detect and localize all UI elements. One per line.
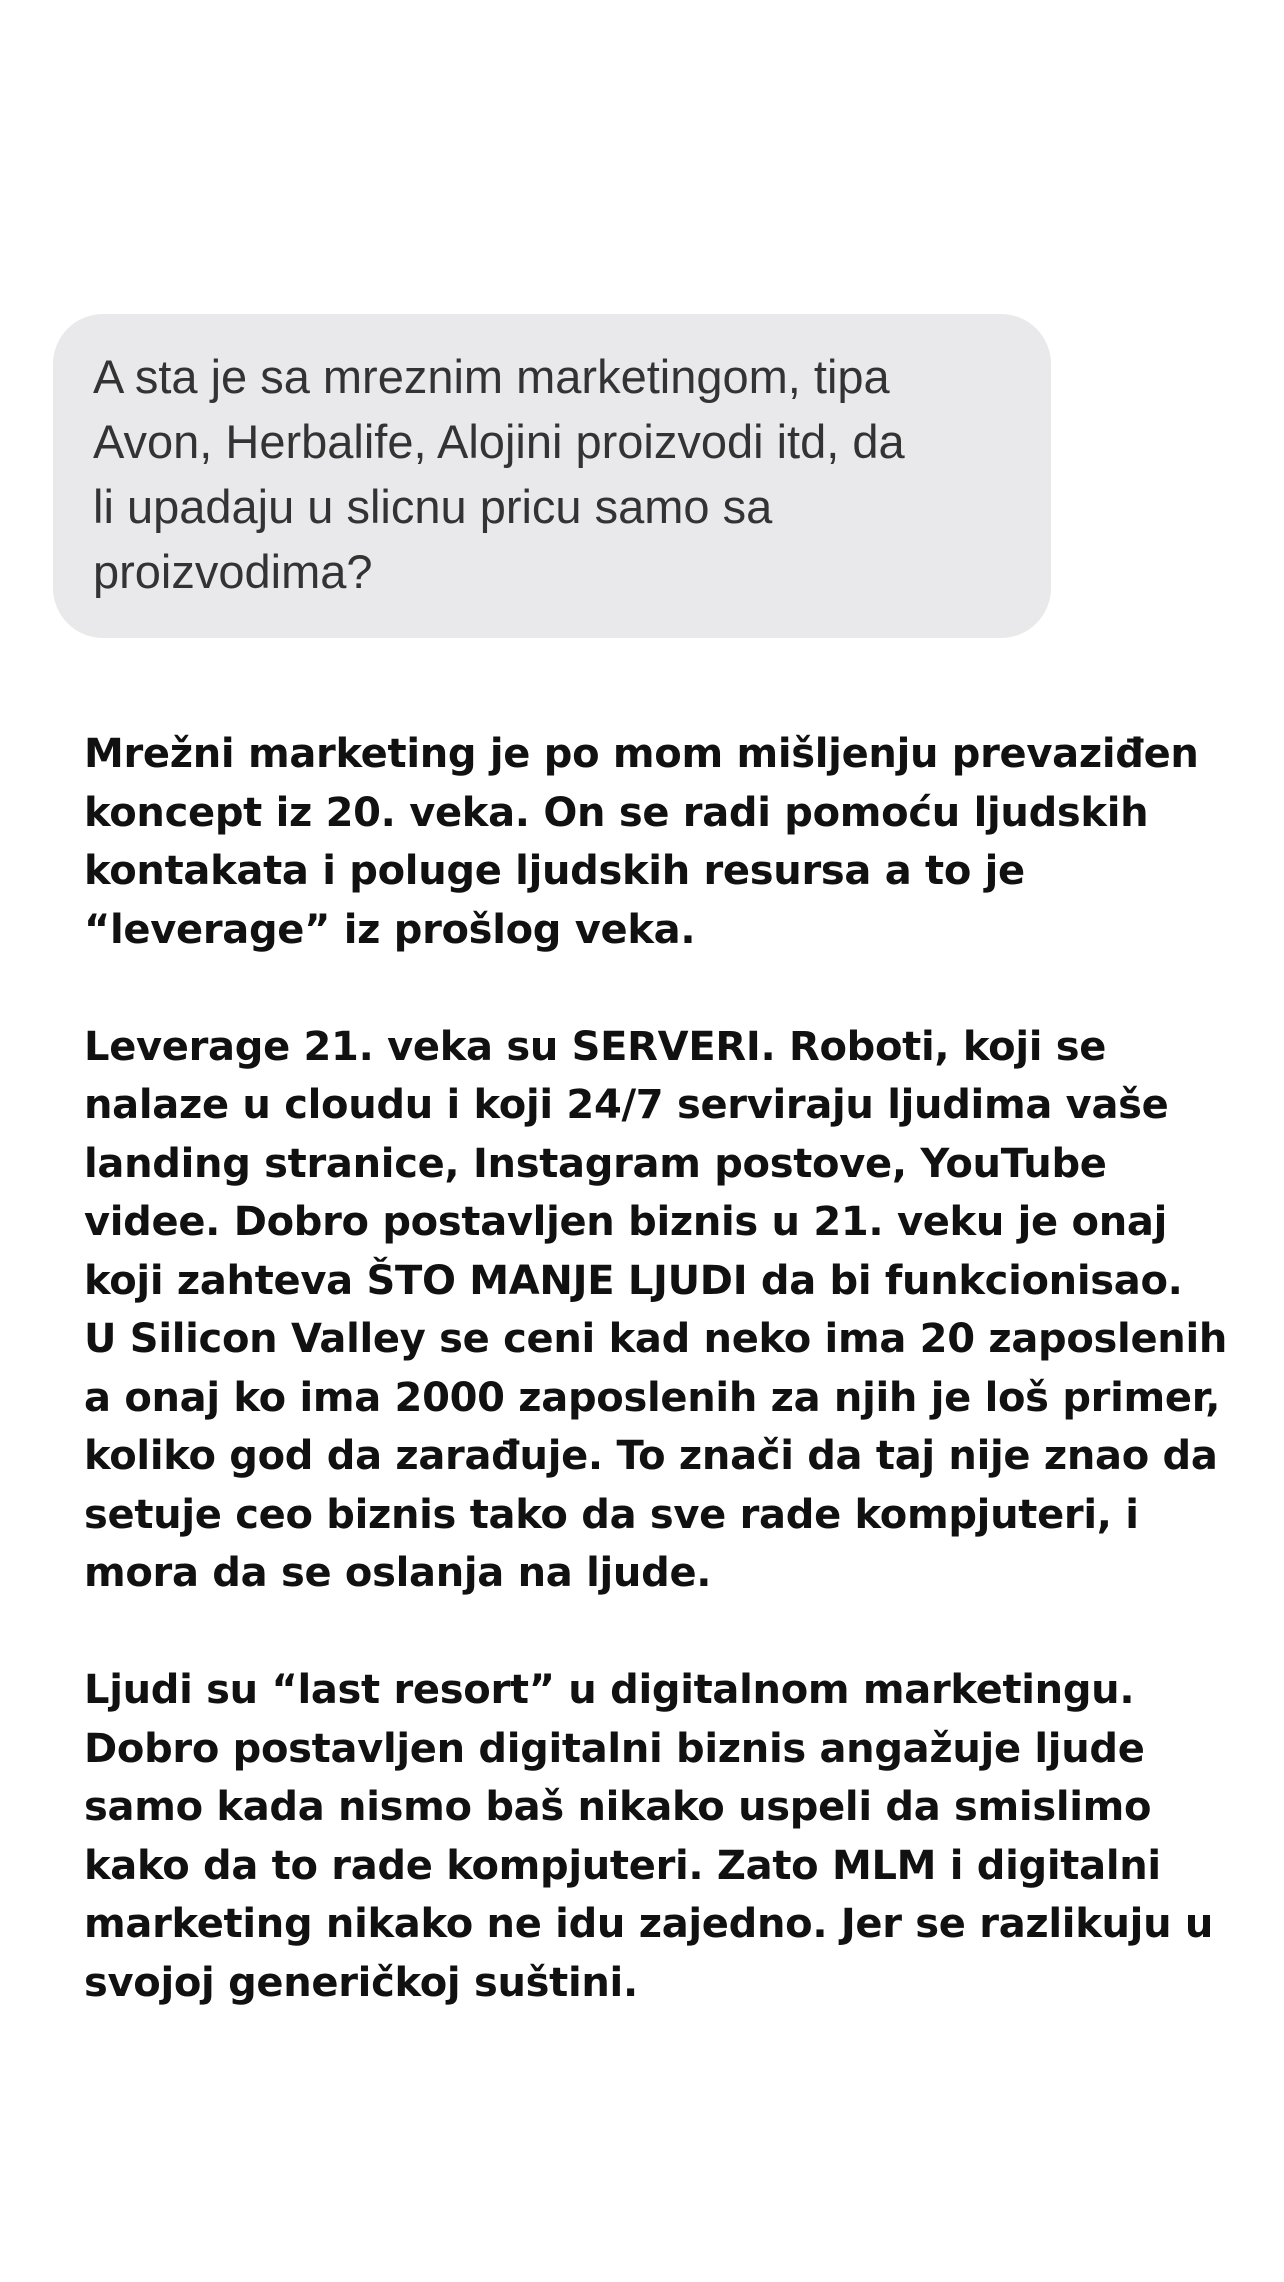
question-line: A sta je sa mreznim marketingom, tipa — [93, 350, 890, 403]
answer-line: a onaj ko ima 2000 zaposlenih za njih je loš primer, — [84, 1374, 1221, 1421]
answer-line: Dobro postavljen digitalni biznis angažuje ljude — [84, 1725, 1145, 1772]
answer-line: Mrežni marketing je po mom mišljenju prevaziđen — [84, 731, 1199, 777]
answer-text-block — [84, 725, 1234, 2012]
answer-paragraph-2 — [84, 1018, 1234, 1603]
answer-line: svojoj generičkoj suštini. — [84, 1959, 638, 2006]
answer-line: “leverage” iz prošlog veka. — [84, 906, 696, 953]
question-line: proizvodima? — [93, 545, 373, 598]
answer-line: koji zahteva ŠTO MANJE LJUDI da bi funkcionisao. — [84, 1257, 1183, 1304]
answer-line: videe. Dobro postavljen biznis u 21. veku je onaj — [84, 1199, 1167, 1245]
question-message-bubble — [53, 314, 1051, 638]
answer-line: Leverage 21. veka su SERVERI. Roboti, koji se — [84, 1023, 1107, 1070]
answer-line: kako da to rade kompjuteri. Zato MLM i digitalni — [84, 1842, 1161, 1889]
answer-line: mora da se oslanja na ljude. — [84, 1550, 712, 1596]
answer-line: nalaze u cloudu i koji 24/7 serviraju ljudima vaše — [84, 1082, 1169, 1128]
answer-line: koliko god da zarađuje. To znači da taj nije znao da — [84, 1433, 1218, 1479]
question-line: Avon, Herbalife, Alojini proizvodi itd, da — [93, 415, 905, 468]
answer-line: koncept iz 20. veka. On se radi pomoću ljudskih — [84, 789, 1149, 836]
answer-line: landing stranice, Instagram postove, YouTube — [84, 1140, 1107, 1187]
answer-line: kontakata i poluge ljudskih resursa a to je — [84, 848, 1025, 894]
answer-line: Ljudi su “last resort” u digitalnom marketingu. — [84, 1667, 1135, 1713]
answer-line: marketing nikako ne idu zajedno. Jer se razlikuju u — [84, 1901, 1214, 1947]
answer-line: U Silicon Valley se ceni kad neko ima 20 zaposlenih — [84, 1316, 1228, 1362]
answer-line: samo kada nismo baš nikako uspeli da smislimo — [84, 1784, 1152, 1830]
question-line: li upadaju u slicnu pricu samo sa — [93, 480, 773, 533]
question-text — [93, 344, 1013, 604]
answer-paragraph-1 — [84, 725, 1234, 959]
answer-paragraph-3 — [84, 1661, 1234, 2012]
answer-line: setuje ceo biznis tako da sve rade kompjuteri, i — [84, 1491, 1139, 1538]
